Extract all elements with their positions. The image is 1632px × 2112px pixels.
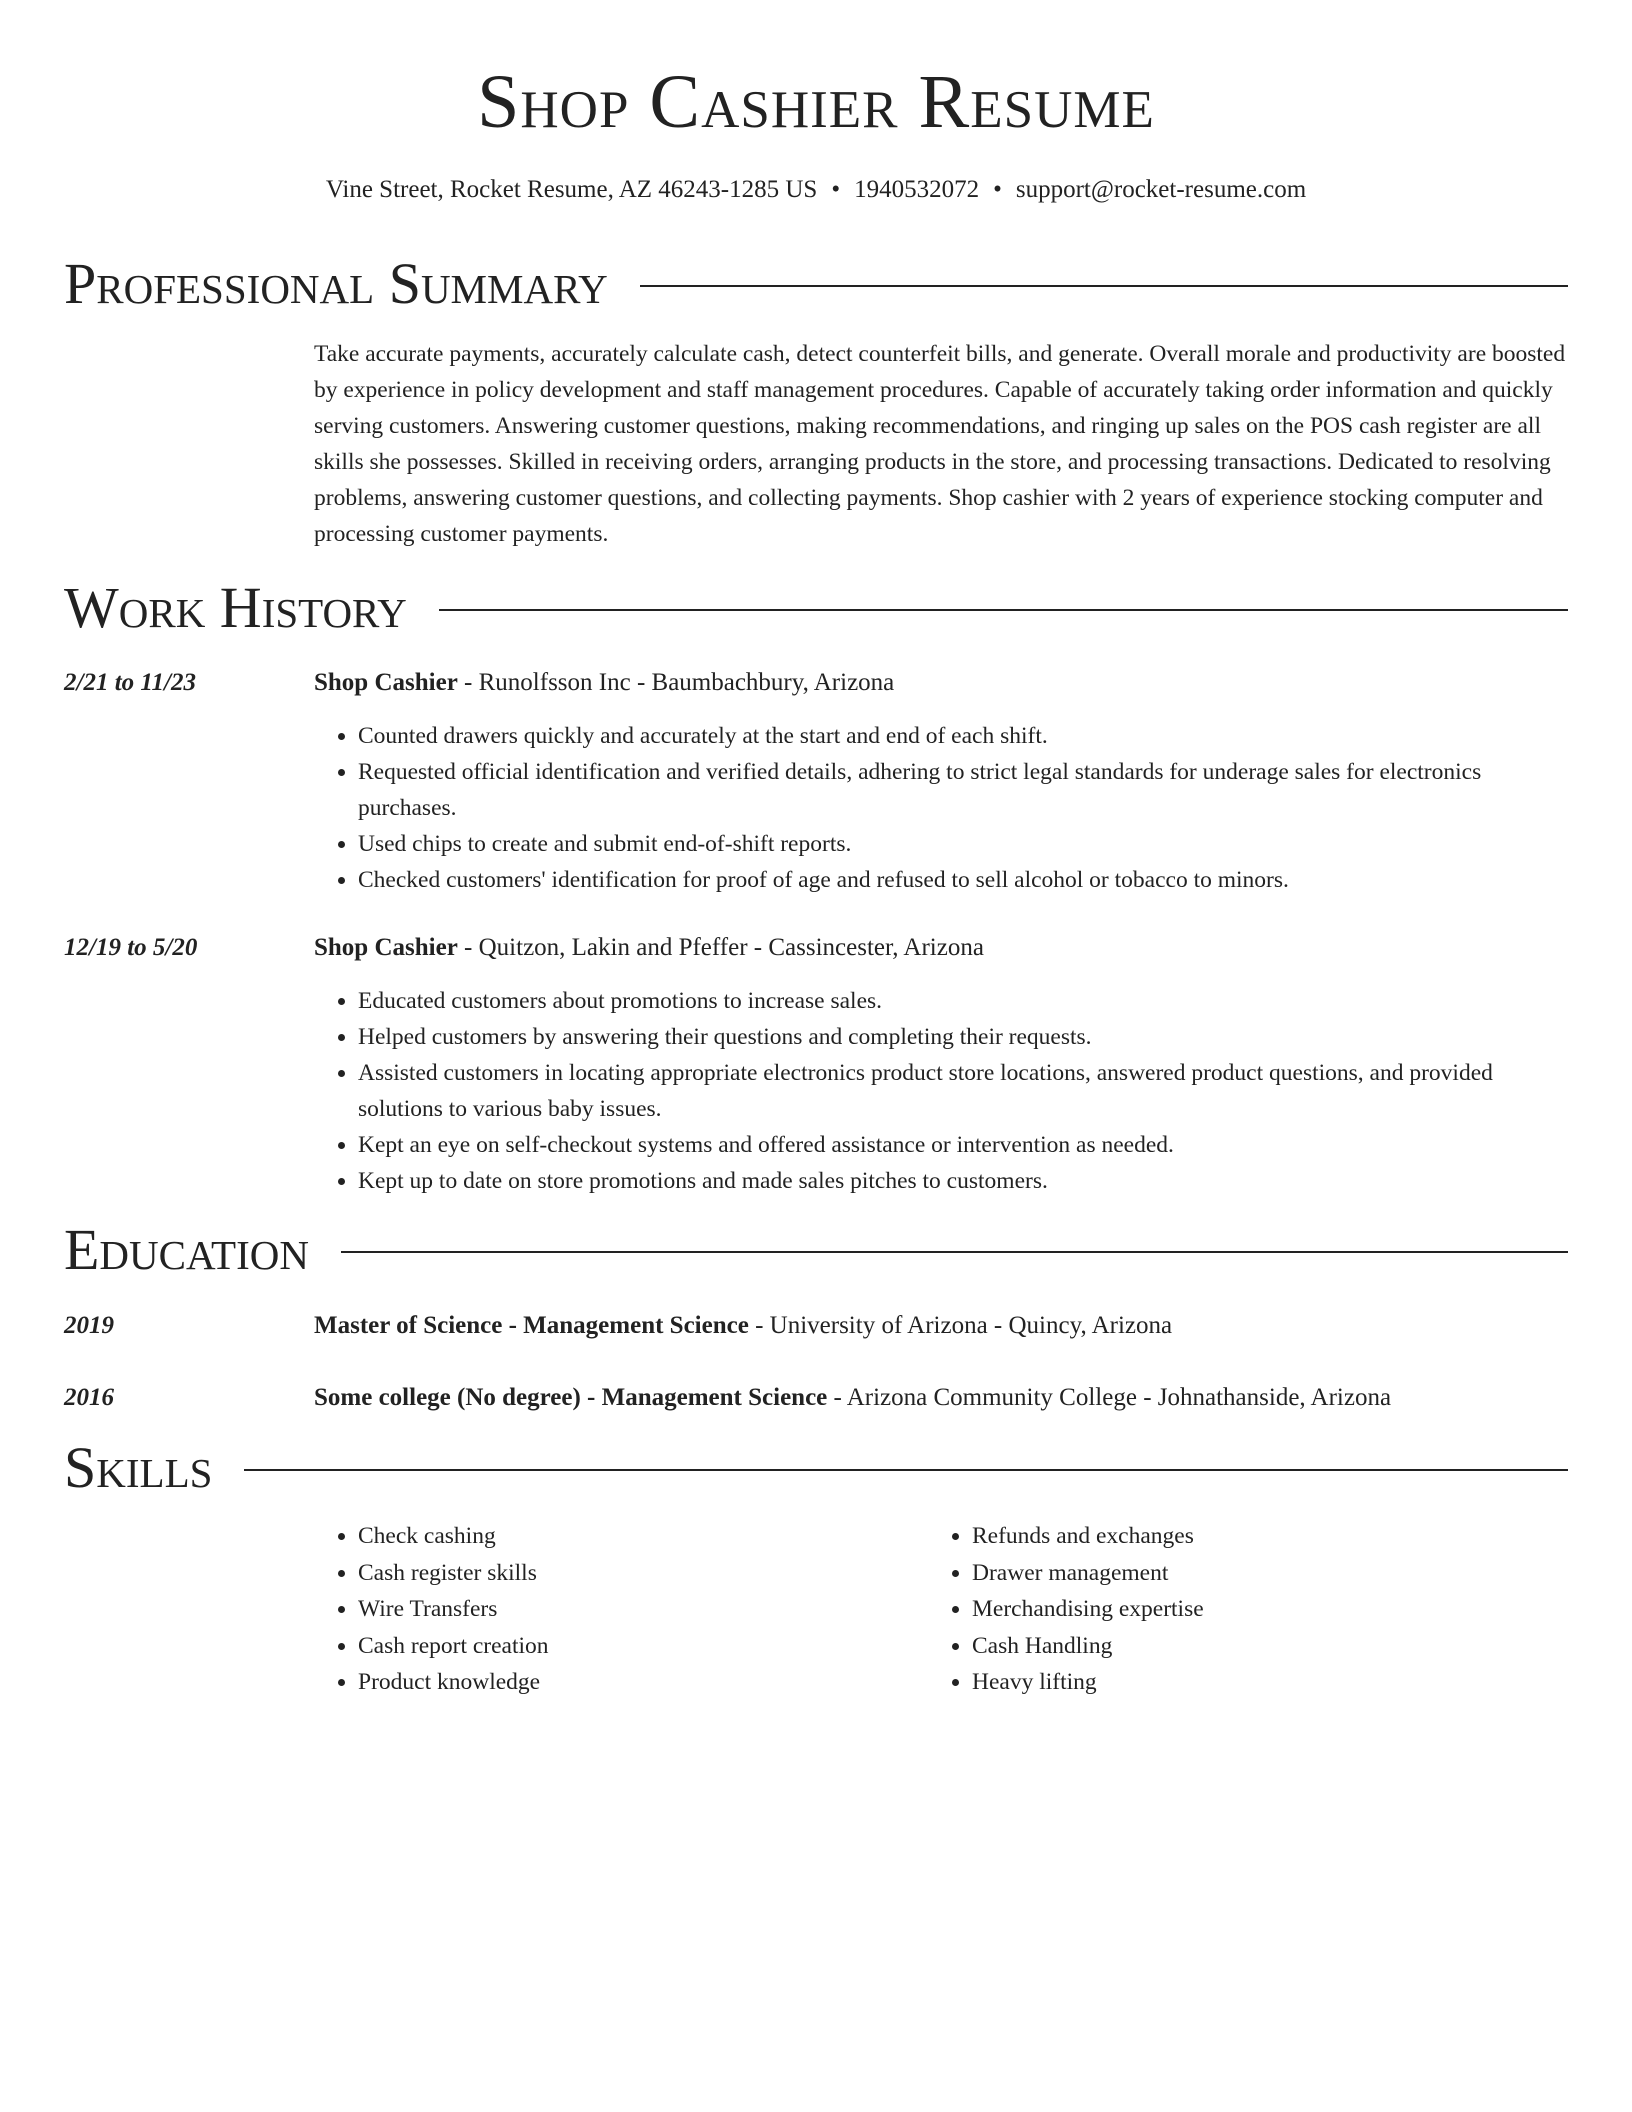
section-divider — [640, 285, 1568, 287]
list-item: • Product knowledge — [358, 1664, 924, 1701]
job-bullets — [314, 718, 1568, 898]
job-dates: 12/19 to 5/20 — [64, 934, 198, 961]
education-year: 2019 — [64, 1312, 114, 1339]
list-item: • Cash register skills — [358, 1555, 924, 1592]
list-item: • Check cashing — [358, 1518, 924, 1555]
job-title: Shop Cashier — [314, 669, 458, 696]
education-school: - Arizona Community College - Johnathanside, Arizona — [827, 1384, 1392, 1411]
job-employer: - Runolfsson Inc - Baumbachbury, Arizona — [457, 669, 895, 696]
education-heading-line — [314, 1380, 1568, 1416]
list-item: • Assisted customers in locating appropriate electronics product store locations, answered product questions, and provided solutions to various baby issues. — [358, 1055, 1568, 1127]
list-item: • Heavy lifting — [972, 1664, 1568, 1701]
section-divider — [244, 1469, 1568, 1471]
list-item: • Wire Transfers — [358, 1591, 924, 1628]
list-item: • Used chips to create and submit end-of-shift reports. — [358, 826, 1568, 862]
education-degree: Master of Science - Management Science — [314, 1312, 749, 1339]
contact-line — [64, 172, 1568, 208]
skills-list-left — [314, 1518, 924, 1701]
summary-section-header — [64, 252, 1568, 316]
contact-separator: • — [993, 176, 1002, 203]
list-item: • Drawer management — [972, 1555, 1568, 1592]
section-divider — [341, 1251, 1568, 1253]
skills-section-header — [64, 1436, 1568, 1500]
contact-address: Vine Street, Rocket Resume, AZ 46243-1285 US — [325, 176, 818, 203]
job-title: Shop Cashier — [314, 934, 458, 961]
job-heading — [314, 665, 1568, 701]
list-item: • Merchandising expertise — [972, 1591, 1568, 1628]
education-degree: Some college (No degree) - Management Science — [314, 1384, 828, 1411]
job-bullets — [314, 983, 1568, 1199]
job-dates: 2/21 to 11/23 — [64, 669, 196, 696]
resume-title: Shop Cashier Resume — [477, 60, 1155, 144]
list-item: • Helped customers by answering their questions and completing their requests. — [358, 1019, 1568, 1055]
education-heading-line — [314, 1308, 1568, 1344]
list-item: • Kept an eye on self-checkout systems and offered assistance or intervention as needed. — [358, 1127, 1568, 1163]
summary-heading: Professional Summary — [64, 251, 608, 316]
work-heading: Work History — [64, 575, 407, 640]
education-school: - University of Arizona - Quincy, Arizona — [748, 1312, 1173, 1339]
list-item: • Counted drawers quickly and accurately at the start and end of each shift. — [358, 718, 1568, 754]
job-heading — [314, 930, 1568, 966]
work-section-header — [64, 576, 1568, 640]
list-item: • Refunds and exchanges — [972, 1518, 1568, 1555]
contact-phone: 1940532072 — [854, 176, 980, 203]
list-item: • Kept up to date on store promotions and made sales pitches to customers. — [358, 1163, 1568, 1199]
education-year: 2016 — [64, 1384, 114, 1411]
skills-list-right — [928, 1518, 1568, 1701]
contact-email: support@rocket-resume.com — [1015, 176, 1307, 203]
education-section-header — [64, 1218, 1568, 1282]
contact-separator: • — [831, 176, 841, 203]
education-heading: Education — [64, 1217, 309, 1282]
list-item: • Cash report creation — [358, 1628, 924, 1665]
job-employer: - Quitzon, Lakin and Pfeffer - Cassincester, Arizona — [457, 934, 984, 961]
list-item: • Checked customers' identification for proof of age and refused to sell alcohol or tobacco to minors. — [358, 862, 1568, 898]
list-item: • Cash Handling — [972, 1628, 1568, 1665]
list-item: • Educated customers about promotions to increase sales. — [358, 983, 1568, 1019]
skills-heading: Skills — [64, 1435, 213, 1500]
list-item: • Requested official identification and verified details, adhering to strict legal standards for underage sales for electronics purchases. — [358, 754, 1568, 826]
section-divider — [439, 609, 1568, 611]
summary-text: Take accurate payments, accurately calculate cash, detect counterfeit bills, and generate. Overall morale and productivity are boosted by experience in policy development and staff management procedures. Capable of accurately taking order information and quickly serving customers. Answering customer questions, making recommendations, and ringing up sales on the POS cash register are all skills she possesses. Skilled in receiving orders, arranging products in the store, and processing transactions. Dedicated to resolving problems, answering customer questions, and collecting payments. Shop cashier with 2 years of experience stocking computer and processing customer payments. — [314, 341, 1566, 547]
